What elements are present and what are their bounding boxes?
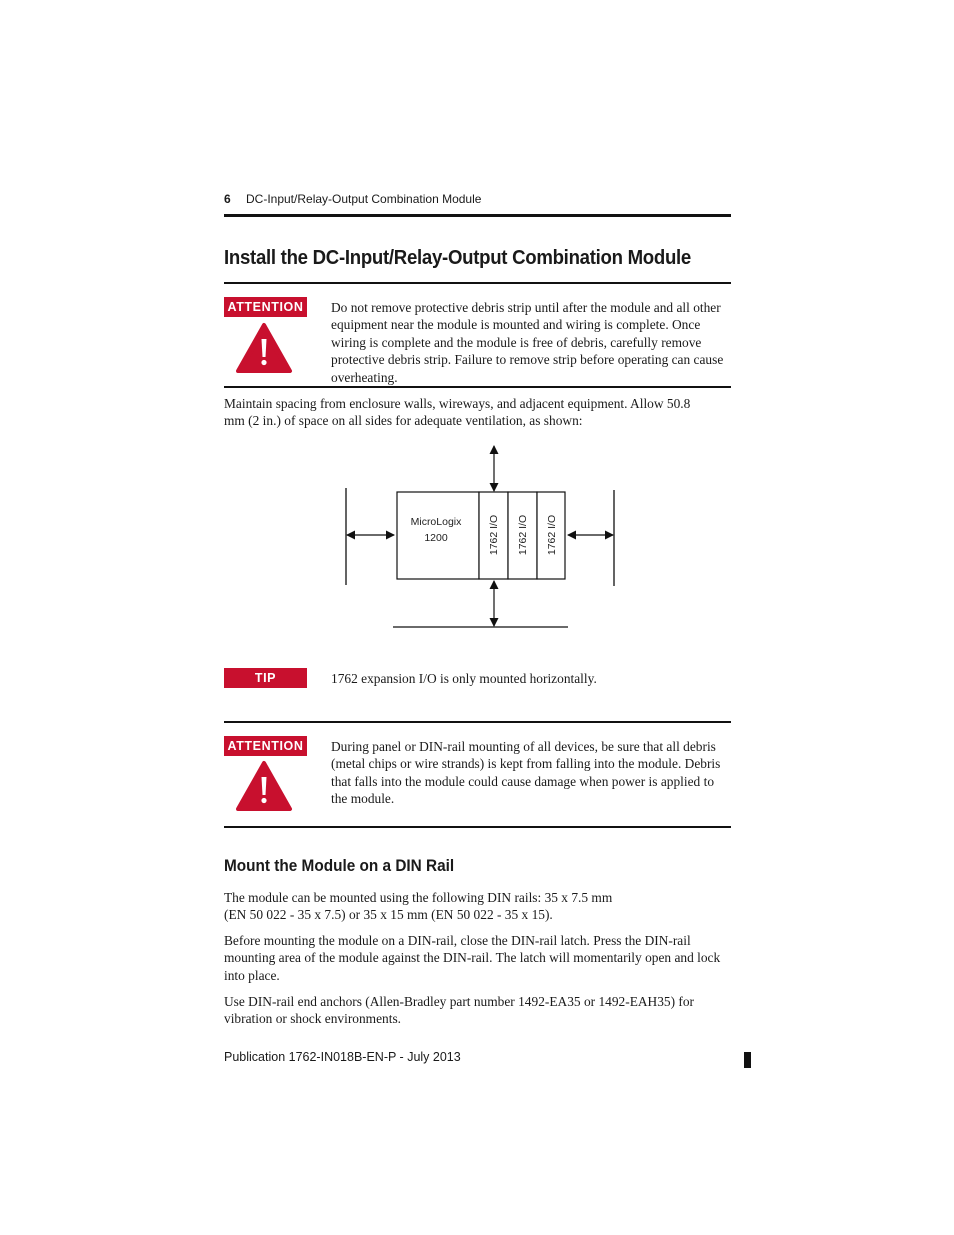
- paragraph-end-anchors: Use DIN-rail end anchors (Allen-Bradley part number 1492-EA35 or 1492-EAH35) for vibration or shock environments.: [224, 994, 695, 1027]
- controller-label-line1: MicroLogix: [410, 516, 462, 528]
- spacing-diagram: [330, 440, 630, 635]
- page-edge-marker: [744, 1052, 751, 1068]
- warning-triangle-icon: [235, 760, 293, 812]
- subsection-title: Mount the Module on a DIN Rail: [224, 857, 455, 875]
- io-label-1: 1762 I/O: [488, 514, 500, 556]
- controller-label-line2: 1200: [424, 532, 448, 544]
- spacing-paragraph: Maintain spacing from enclosure walls, wireways, and adjacent equipment. Allow 50.8 mm (2 in.) of space on all sides for adequate ventilation, as shown:: [224, 396, 691, 429]
- section-rule-top: [224, 282, 731, 284]
- paragraph-mounting: Before mounting the module on a DIN-rail, close the DIN-rail latch. Press the DIN-rail mounting area of the module against the DIN-rail. The latch will momentarily open and lock into place.: [224, 933, 721, 983]
- attention-badge-2: ATTENTION: [224, 736, 307, 756]
- tip-text: 1762 expansion I/O is only mounted horizontally.: [331, 671, 597, 686]
- header-rule: [224, 214, 731, 217]
- attention-text: Do not remove protective debris strip until after the module and all other equipment near the module is mounted and wiring is complete. Once wiring is complete and the module is free of debris, carefully remove protective debris strip. Failure to remove strip before operating can cause overheating.: [331, 300, 724, 385]
- section-title: Install the DC-Input/Relay-Output Combination Module: [224, 247, 692, 269]
- attention-rule-bottom: [224, 386, 731, 388]
- attention2-rule-top: [224, 721, 731, 723]
- warning-triangle-icon: [235, 322, 293, 374]
- running-title: DC-Input/Relay-Output Combination Module: [246, 192, 482, 206]
- page-number: 6: [224, 192, 231, 206]
- attention-badge: ATTENTION: [224, 297, 307, 317]
- io-label-3: 1762 I/O: [546, 514, 558, 556]
- paragraph-din-rails: The module can be mounted using the following DIN rails: 35 x 7.5 mm (EN 50 022 - 35 x 7.5) or 35 x 15 mm (EN 50 022 - 35 x 15).: [224, 890, 613, 923]
- publication-footer: Publication 1762-IN018B-EN-P - July 2013: [224, 1050, 461, 1064]
- attention-text-2: During panel or DIN-rail mounting of all devices, be sure that all debris (metal chips or wire strands) is kept from falling into the module. Debris that falls into the module could cause damage when power is applied to the module.: [331, 739, 721, 807]
- attention2-rule-bottom: [224, 826, 731, 828]
- io-label-2: 1762 I/O: [517, 514, 529, 556]
- tip-badge: TIP: [224, 668, 307, 688]
